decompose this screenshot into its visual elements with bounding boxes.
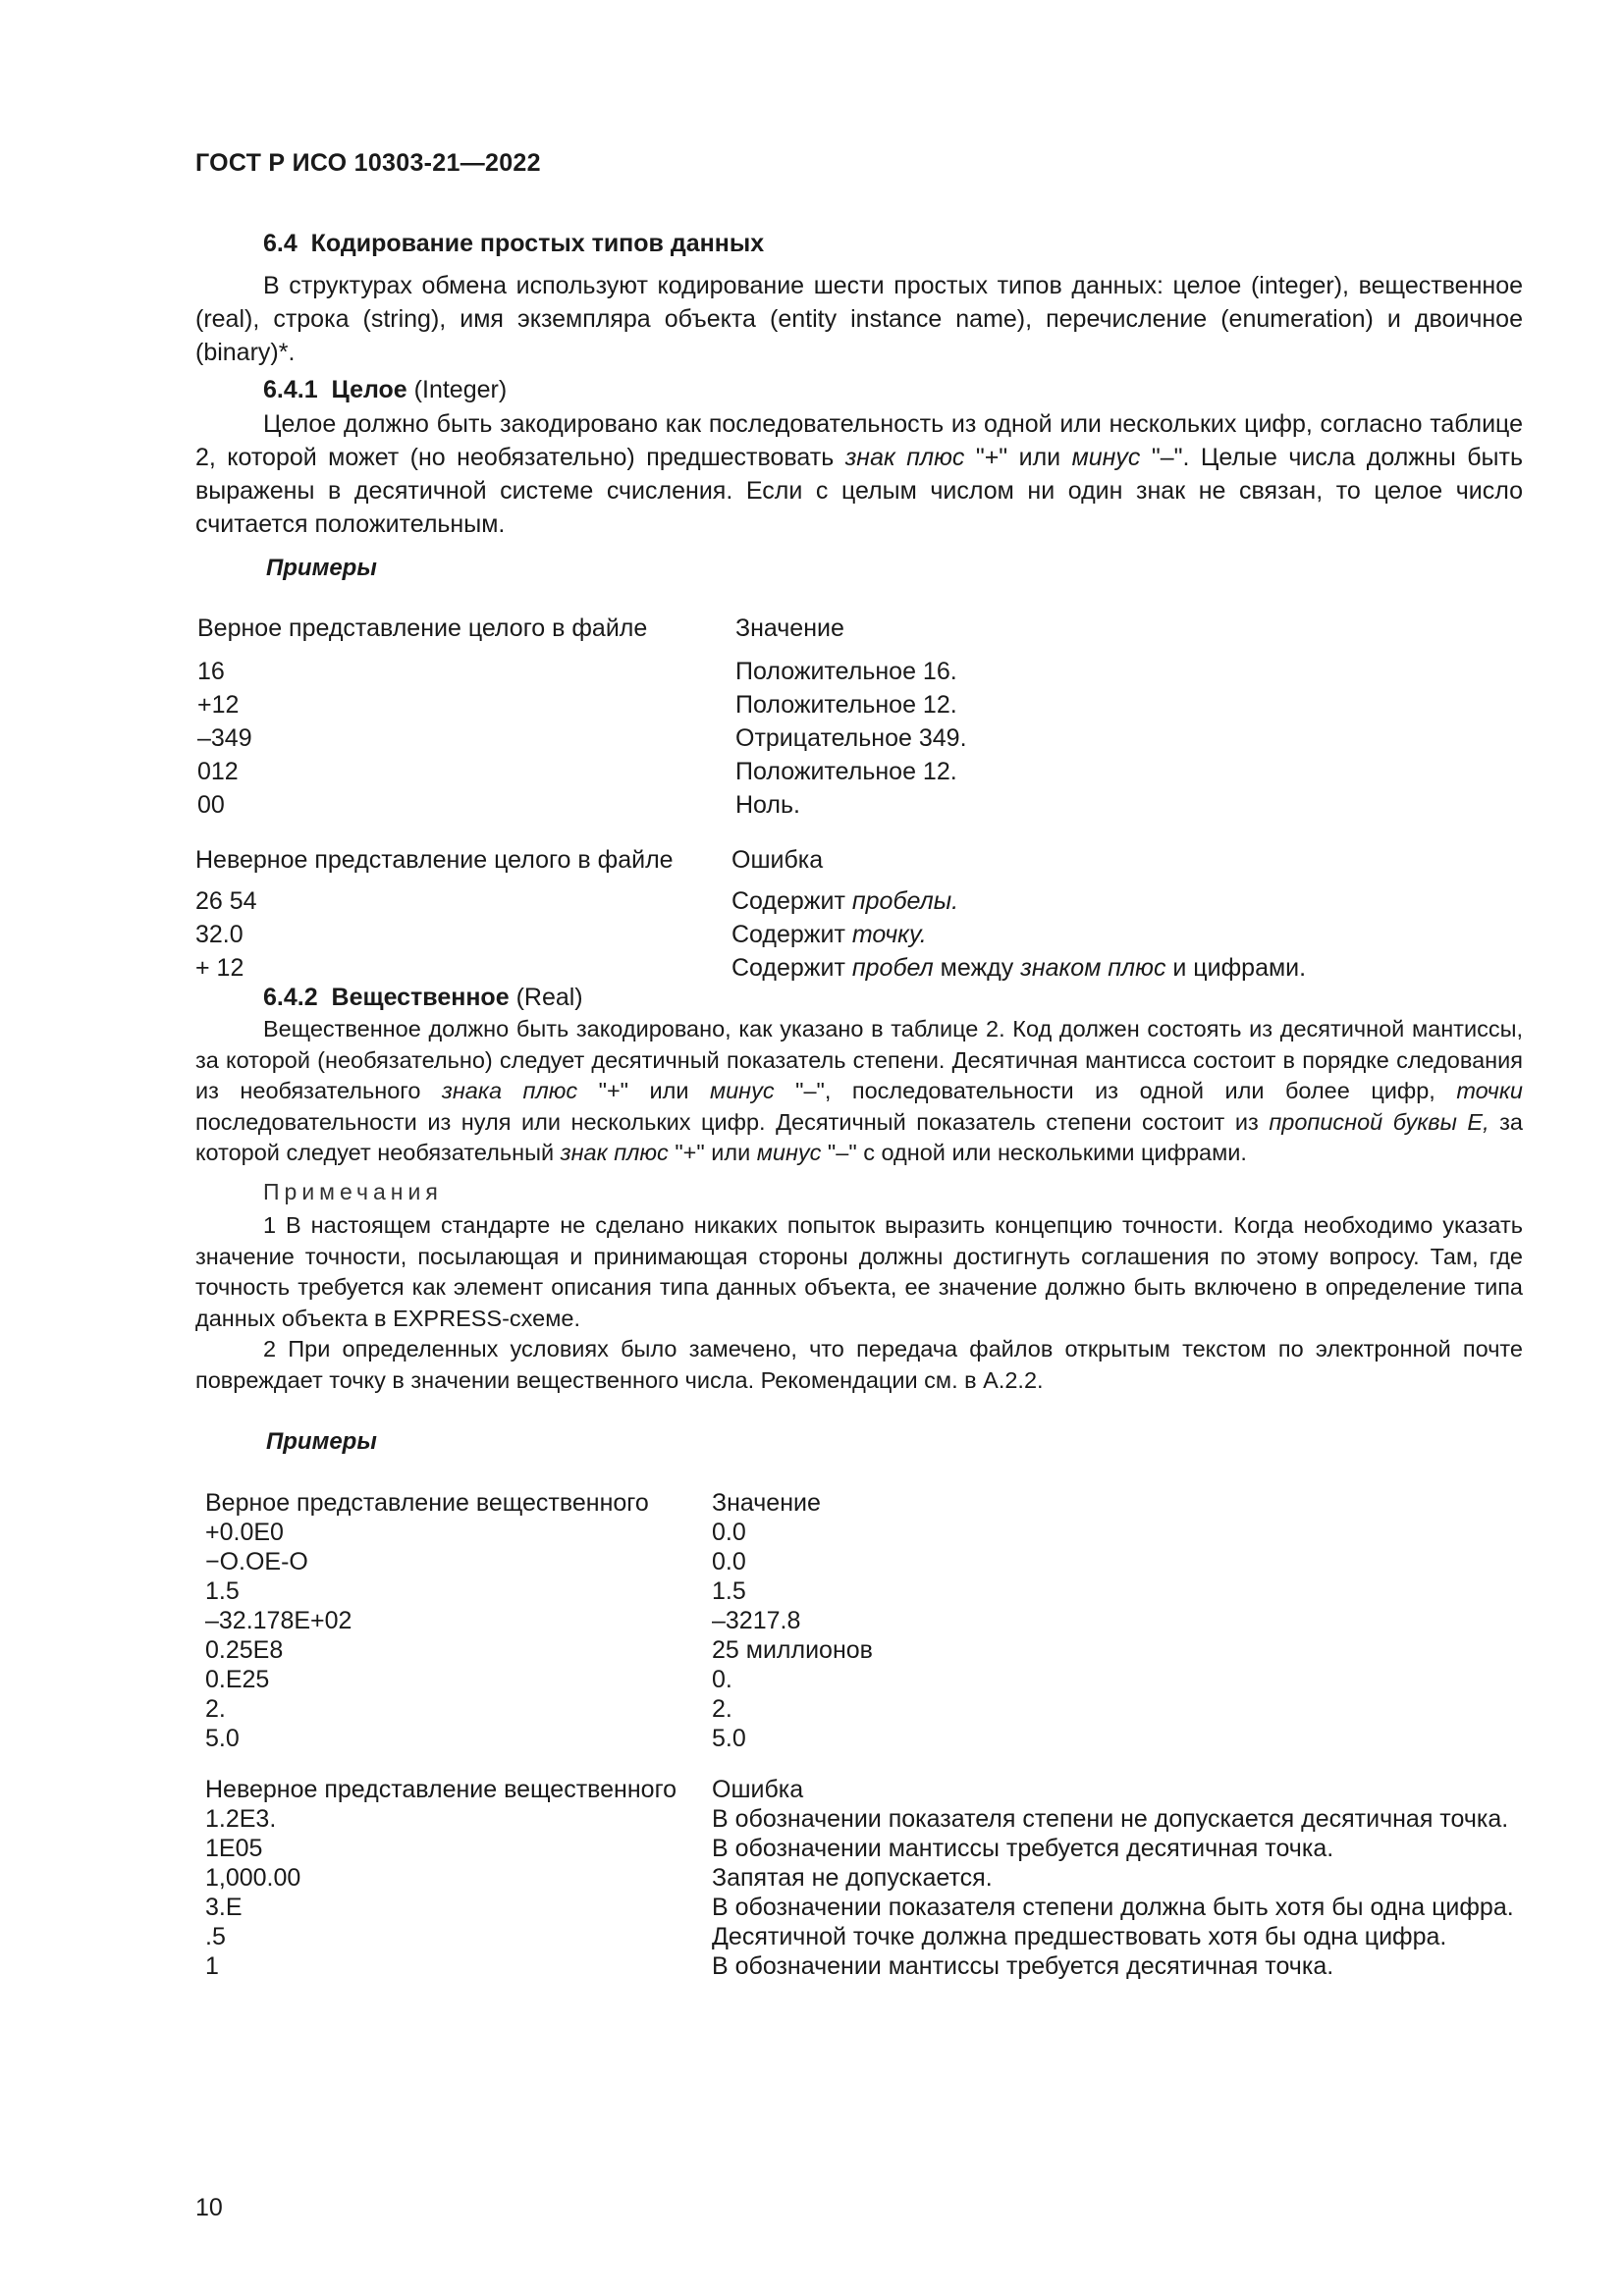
section-title [263, 230, 764, 258]
subsection-real-title [263, 984, 583, 1012]
note-2: 2 При определенных условиях было замечено, что передача файлов открытым текстом по электронной почте повреждает точку в значении вещественного числа. Рекомендации см. в А.2.2. [195, 1336, 1523, 1393]
real-paragraph: Вещественное должно быть закодировано, как указано в таблице 2. Код должен состоять из десятичной мантиссы, за которой (необязательно) следует десятичный показатель степени. Десятичная мантисса состоит в порядке следования из необязательного знака плюс "+" или минус "–", последовательности из одной или более цифр, точки последовательности из нуля или нескольких цифр. Десятичный показатель степени состоит из прописной буквы Е, за которой следует необязательный знак плюс "+" или минус "–" с одной или несколькими цифрами. [195, 1016, 1523, 1165]
page-number: 10 [195, 2194, 223, 2221]
column-header: Верное представление целого в файле [197, 614, 648, 642]
subsection-number: 6.4.2 [263, 984, 318, 1011]
subsection-integer-title [263, 376, 507, 404]
subsection-title-en: (Integer) [413, 376, 508, 403]
column-header: Верное представление вещественного [205, 1489, 649, 1517]
integer-examples-label: Примеры [266, 555, 377, 581]
column-header: Неверное представление целого в файле [195, 846, 674, 874]
column-header: Значение [735, 614, 844, 642]
real-examples-label: Примеры [266, 1428, 377, 1455]
document-page: ГОСТ Р ИСО 10303-21—2022 6.4 Кодирование простых типов данных В структурах обмена используют кодирование шести простых типов данных: целое (integer), вещественное (real), строка (string), имя экземпляра объекта (entity instance name), перечисление (enumeration) и двоичное (binary)*. 6.4.1 Целое (Integer) Целое должно быть закодировано как последовательность из одной или нескольких цифр, согласно таблице 2, которой может (но необязательно) предшествовать знак плюс "+" или минус "–". Целые числа должны быть выражены в десятичной системе счисления. Если с целым числом ни один знак не связан, то целое число считается положительным. Примеры Верное представление целого в файле Значение 16 Положительное 16. +12 Положительное 12. –349 Отрицательное 349. 012 Положительное 12. 00 Ноль. Неверное представление целого в файле Ошибка 26 54 Содержит пробелы. 32.0 Содержит точку. + 12 Содержит пробел между знаком плюс и цифрами. 6.4.2 Вещественное (Real) Вещественное должно быть закодировано, как указано в таблице 2. Код должен состоять из десятичной мантиссы, за которой (необязательно) следует десятичный показатель степени. Десятичная мантисса состоит в порядке следования из необязательного знака плюс "+" или минус "–", последовательности из одной или более цифр, точки последовательности из нуля или нескольких цифр. Десятичный показатель степени состоит из прописной буквы Е, за которой следует необязательный знак плюс "+" или минус "–" с одной или несколькими цифрами. Примечания 1 В настоящем стандарте не сделано никаких попыток выразить концепцию точности. Когда необходимо указать значение точности, посылающая и принимающая стороны должны достигнуть соглашения по этому вопросу. Там, где точность требуется как элемент описания типа данных объекта, ее значение должно быть включено в определение типа данных объекта в EXPRESS-схеме. 2 При определенных условиях было замечено, что передача файлов открытым текстом по электронной почте повреждает точку в значении вещественного числа. Рекомендации см. в А.2.2. Примеры Верное представление вещественного Значение +0.0E0 0.0 −O.OE-O 0.0 1.5 1.5 –32.178E+02 –3217.8 0.25E8 25 миллионов 0.E25 0. 2. 2. 5.0 5.0 Неверное представление вещественного Ошибка 1.2E3. В обозначении показателя степени не допускается десятичная точка. 1E05 В обозначении мантиссы требуется десятичная точка. 1,000.00 Запятая не допускается. 3.E В обозначении показателя степени должна быть хотя бы одна цифра. .5 Десятичной точке должна предшествовать хотя бы одна цифра. 1 В обозначении мантиссы требуется десятичная точка. 10 [195, 149, 1524, 2221]
section-title-text: Кодирование простых типов данных [310, 230, 765, 257]
document-header: ГОСТ Р ИСО 10303-21—2022 [195, 149, 541, 177]
integer-paragraph: Целое должно быть закодировано как последовательность из одной или нескольких цифр, согласно таблице 2, которой может (но необязательно) предшествовать знак плюс "+" или минус "–". Целые числа должны быть выражены в десятичной системе счисления. Если с целым числом ни один знак не связан, то целое число считается положительным. [195, 410, 1524, 538]
column-header: Ошибка [712, 1776, 804, 1803]
subsection-title-text: Вещественное [331, 984, 510, 1011]
column-header: Неверное представление вещественного [205, 1776, 677, 1803]
note-1: 1 В настоящем стандарте не сделано никаких попыток выразить концепцию точности. Когда необходимо указать значение точности, посылающая и принимающая стороны должны достигнуть соглашения по этому вопросу. Там, где точность требуется как элемент описания типа данных объекта, ее значение должно быть включено в определение типа данных объекта в EXPRESS-схеме. [195, 1212, 1523, 1331]
subsection-title-text: Целое [331, 376, 407, 403]
subsection-title-en: (Real) [515, 984, 583, 1011]
notes-label: Примечания [263, 1179, 443, 1204]
column-header: Значение [712, 1489, 821, 1517]
section-number: 6.4 [263, 230, 298, 257]
column-header: Ошибка [731, 846, 824, 874]
subsection-number: 6.4.1 [263, 376, 318, 403]
section-intro: В структурах обмена используют кодирование шести простых типов данных: целое (integer), вещественное (real), строка (string), имя экземпляра объекта (entity instance name), перечисление (enumeration) и двоичное (binary)*. [195, 272, 1523, 366]
